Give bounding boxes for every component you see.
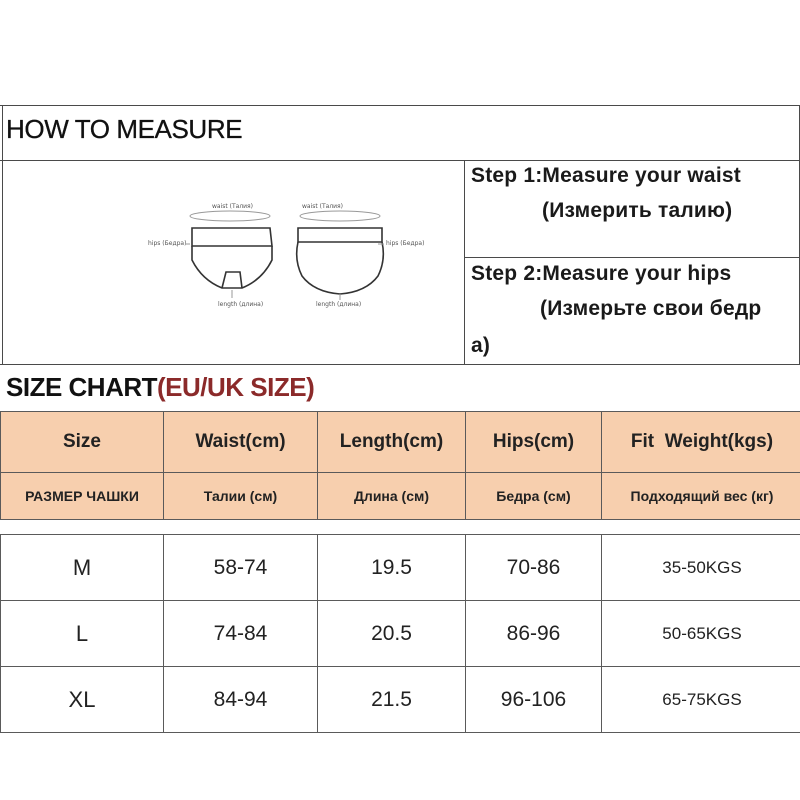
step2-line2: (Измерьте свои бедр	[540, 297, 762, 320]
header-size: Size	[1, 412, 164, 473]
cell-size: M	[1, 535, 164, 601]
cell-hips: 70-86	[466, 535, 602, 601]
measurement-diagram	[130, 188, 430, 328]
cell-hips: 86-96	[466, 601, 602, 667]
header-size-ru: РАЗМЕР ЧАШКИ	[1, 473, 164, 520]
header-row-ru	[1, 473, 800, 520]
left-length-label: length (длина)	[218, 301, 264, 308]
right-length-label: length (длина)	[316, 301, 362, 308]
cell-weight: 50-65KGS	[602, 601, 800, 667]
size-chart-title-main: SIZE CHART	[6, 372, 157, 402]
table-row	[1, 601, 800, 667]
cell-waist: 84-94	[164, 667, 318, 733]
steps-divider-line	[464, 160, 465, 365]
cell-hips: 96-106	[466, 667, 602, 733]
right-waist-label: waist (Талия)	[302, 203, 344, 210]
header-hips-ru: Бедра (см)	[466, 473, 602, 520]
left-hips-label: hips (Бедра)	[148, 240, 187, 247]
brief-diagram-right	[297, 211, 384, 294]
cell-size: XL	[1, 667, 164, 733]
cell-weight: 65-75KGS	[602, 667, 800, 733]
table-row	[1, 667, 800, 733]
header-waist-ru: Талии (см)	[164, 473, 318, 520]
cell-length: 19.5	[318, 535, 466, 601]
step1-line1: Step 1:Measure your waist	[471, 164, 741, 187]
header-length-ru: Длина (см)	[318, 473, 466, 520]
frame-left-line	[2, 105, 3, 365]
size-table	[0, 411, 800, 733]
spacer-row	[1, 520, 800, 535]
measure-bottom-line	[0, 364, 800, 365]
step2-line3: а)	[471, 334, 491, 357]
header-weight: Fit Weight(kgs)	[602, 412, 800, 473]
cell-weight: 35-50KGS	[602, 535, 800, 601]
table-row	[1, 535, 800, 601]
header-waist: Waist(cm)	[164, 412, 318, 473]
cell-length: 20.5	[318, 601, 466, 667]
cell-waist: 74-84	[164, 601, 318, 667]
header-row-en	[1, 412, 800, 473]
cell-length: 21.5	[318, 667, 466, 733]
size-chart-title	[6, 372, 314, 403]
header-length: Length(cm)	[318, 412, 466, 473]
header-hips: Hips(cm)	[466, 412, 602, 473]
cell-waist: 58-74	[164, 535, 318, 601]
size-chart-title-sub: (EU/UK SIZE)	[157, 372, 315, 402]
how-to-measure-title: HOW TO MEASURE	[6, 114, 243, 144]
frame-top-line	[0, 105, 800, 106]
left-waist-label: waist (Талия)	[212, 203, 254, 210]
header-weight-ru: Подходящий вес (кг)	[602, 473, 800, 520]
step1-line2: (Измерить талию)	[542, 199, 733, 222]
brief-diagram-left	[190, 211, 272, 288]
right-hips-label: hips (Бедра)	[386, 240, 425, 247]
cell-size: L	[1, 601, 164, 667]
step2-line1: Step 2:Measure your hips	[471, 262, 732, 285]
